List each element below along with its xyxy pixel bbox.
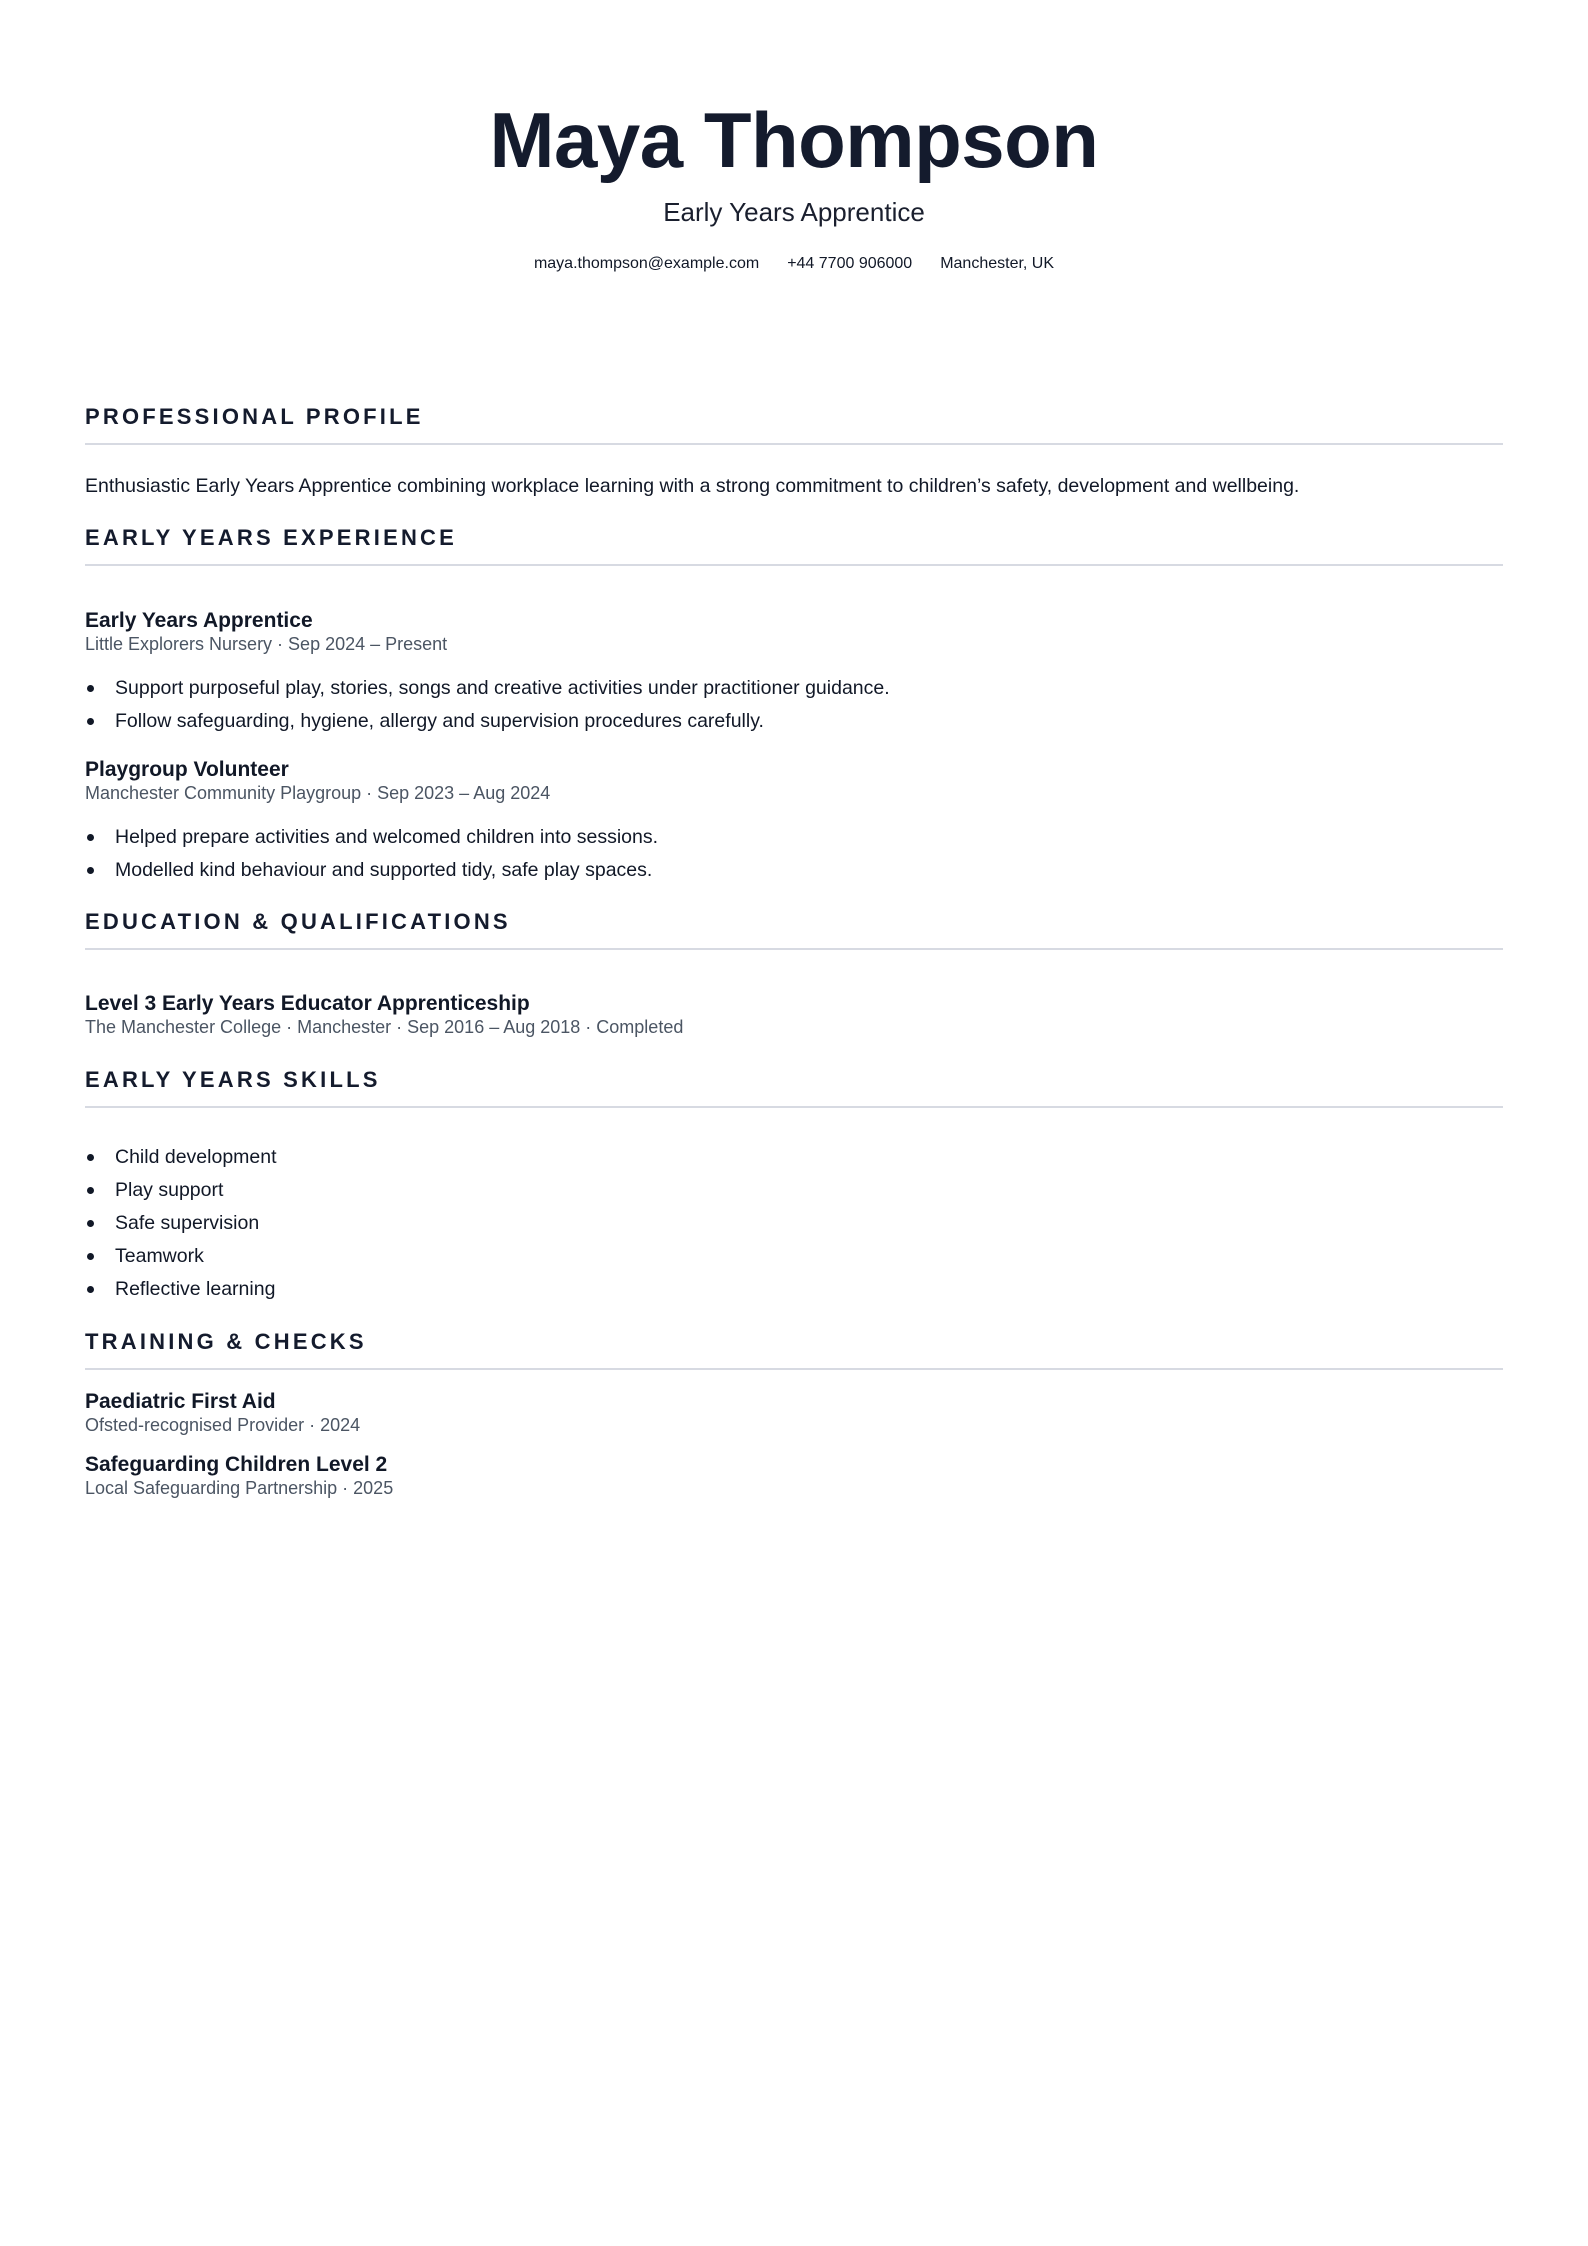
section-divider: [85, 1368, 1503, 1370]
job-title: Playgroup Volunteer: [85, 758, 289, 781]
section-divider: [85, 1106, 1503, 1108]
contact-email[interactable]: maya.thompson@example.com: [533, 255, 760, 272]
training-name: Paediatric First Aid: [85, 1390, 276, 1413]
job-meta: Manchester Community Playgroup · Sep 2023 – Aug 2024: [85, 783, 551, 803]
job-title: Early Years Apprentice: [85, 609, 313, 632]
training-name: Safeguarding Children Level 2: [85, 1453, 388, 1476]
bullet-icon: [87, 1253, 94, 1260]
bullet-icon: [87, 685, 94, 692]
list-item: [85, 705, 890, 738]
training-meta: Local Safeguarding Partnership · 2025: [85, 1478, 394, 1498]
qualification-meta: The Manchester College · Manchester · Sep 2016 – Aug 2018 · Completed: [85, 1017, 684, 1037]
bullet-icon: [87, 834, 94, 841]
section-title-experience: EARLY YEARS EXPERIENCE: [85, 525, 457, 550]
section-title-profile: PROFESSIONAL PROFILE: [85, 404, 424, 429]
list-item: [85, 854, 658, 887]
section-divider: [85, 443, 1503, 445]
bullet-icon: [87, 718, 94, 725]
bullet-text: Follow safeguarding, hygiene, allergy and supervision procedures carefully.: [115, 710, 764, 732]
bullet-icon: [87, 1187, 94, 1194]
section-title-training: TRAINING & CHECKS: [85, 1329, 367, 1354]
bullet-icon: [87, 1220, 94, 1227]
job-bullets: [85, 821, 658, 887]
skill-text: Teamwork: [115, 1245, 204, 1267]
list-item: [85, 1273, 277, 1306]
skill-text: Play support: [115, 1179, 224, 1201]
candidate-name: Maya Thompson: [489, 96, 1099, 184]
training-meta: Ofsted-recognised Provider · 2024: [85, 1415, 361, 1435]
bullet-icon: [87, 1286, 94, 1293]
list-item: [85, 1141, 277, 1174]
skills-list: [85, 1141, 277, 1306]
bullet-icon: [87, 867, 94, 874]
bullet-text: Support purposeful play, stories, songs and creative activities under practitioner guidance.: [115, 677, 890, 699]
list-item: [85, 1207, 277, 1240]
skill-text: Safe supervision: [115, 1212, 260, 1234]
candidate-role: Early Years Apprentice: [663, 197, 925, 227]
job-meta: Little Explorers Nursery · Sep 2024 – Present: [85, 634, 448, 654]
bullet-text: Modelled kind behaviour and supported tidy, safe play spaces.: [115, 859, 653, 881]
section-divider: [85, 948, 1503, 950]
contact-phone[interactable]: +44 7700 906000: [787, 255, 913, 272]
profile-summary: Enthusiastic Early Years Apprentice combining workplace learning with a strong commitment to children’s safety, development and wellbeing.: [85, 475, 1300, 497]
contact-line: [0, 252, 1588, 276]
list-item: [85, 1240, 277, 1273]
bullet-text: Helped prepare activities and welcomed children into sessions.: [115, 826, 659, 848]
skill-text: Child development: [115, 1146, 277, 1168]
list-item: [85, 821, 658, 854]
section-divider: [85, 564, 1503, 566]
bullet-icon: [87, 1154, 94, 1161]
list-item: [85, 672, 890, 705]
skill-text: Reflective learning: [115, 1278, 276, 1300]
contact-location: Manchester, UK: [940, 255, 1055, 272]
list-item: [85, 1174, 277, 1207]
qualification-name: Level 3 Early Years Educator Apprenticeship: [85, 992, 530, 1015]
section-title-skills: EARLY YEARS SKILLS: [85, 1067, 381, 1092]
section-title-education: EDUCATION & QUALIFICATIONS: [85, 909, 511, 934]
job-bullets: [85, 672, 890, 738]
